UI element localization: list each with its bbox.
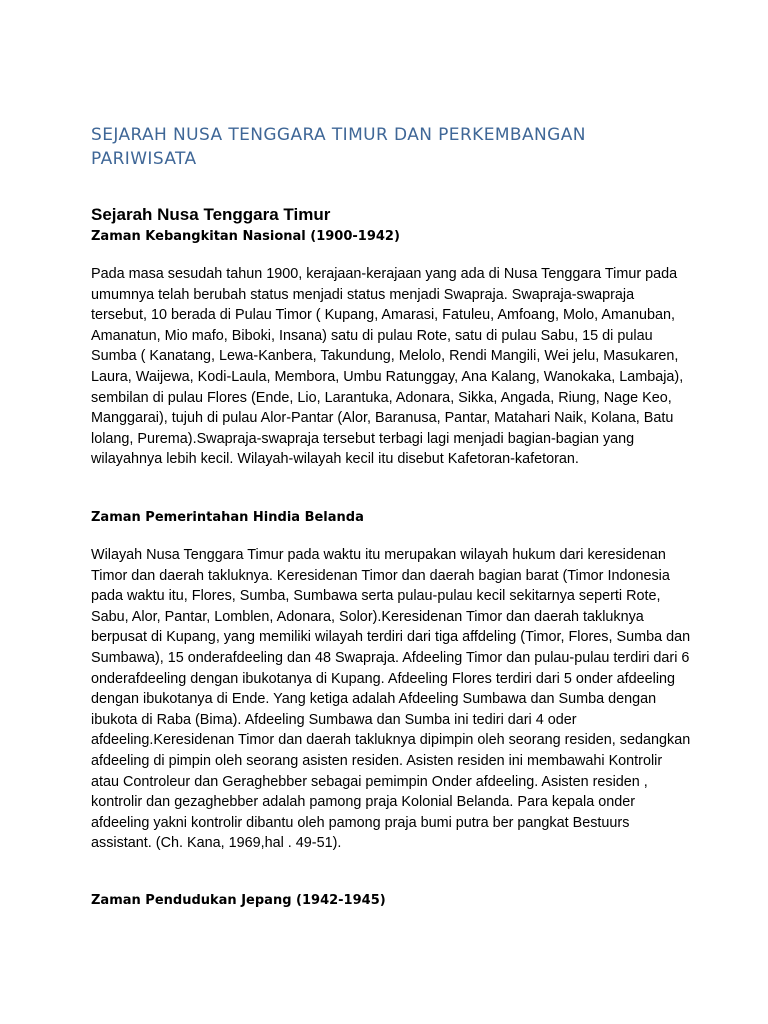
- subsection-heading-kebangkitan: Zaman Kebangkitan Nasional (1900-1942): [91, 229, 400, 244]
- section-heading: Sejarah Nusa Tenggara Timur: [91, 205, 331, 224]
- subsection-heading-pendudukan-jepang: Zaman Pendudukan Jepang (1942-1945): [91, 893, 386, 908]
- subsection-heading-hindia-belanda: Zaman Pemerintahan Hindia Belanda: [91, 510, 364, 525]
- document-title: SEJARAH NUSA TENGGARA TIMUR DAN PERKEMBANGAN PARIWISATA: [91, 125, 586, 169]
- paragraph-kebangkitan: Pada masa sesudah tahun 1900, kerajaan-kerajaan yang ada di Nusa Tenggara Timur pada umumnya telah berubah status menjadi status menjadi Swapraja. Swapraja-swapraja tersebut, 10 berada di Pulau Timor ( Kupang, Amarasi, Fatuleu, Amfoang, Molo, Amanuban, Amanatun, Mio mafo, Biboki, Insana) satu di pulau Rote, satu di pulau Sabu, 15 di pulau Sumba ( Kanatang, Lewa-Kanbera, Takundung, Melolo, Rendi Mangili, Wei jelu, Masukaren, Laura, Waijewa, Kodi-Laula, Membora, Umbu Ratunggay, Ana Kalang, Wanokaka, Lambaja), sembilan di pulau Flores (Ende, Lio, Larantuka, Adonara, Sikka, Angada, Riung, Nage Keo, Manggarai), tujuh di pulau Alor-Pantar (Alor, Baranusa, Pantar, Matahari Naik, Kolana, Batu lolang, Purema).Swapraja-swapraja tersebut terbagi lagi menjadi bagian-bagian yang wilayahnya lebih kecil. Wilayah-wilayah kecil itu disebut Kafetoran-kafetoran.: [91, 266, 684, 468]
- paragraph-hindia-belanda: Wilayah Nusa Tenggara Timur pada waktu itu merupakan wilayah hukum dari keresidenan Timor dan daerah takluknya. Keresidenan Timor dan daerah bagian barat (Timor Indonesia pada waktu itu, Flores, Sumba, Sumbawa serta pulau-pulau kecil sekitarnya seperti Rote, Sabu, Alor, Pantar, Lomblen, Adonara, Solor).Keresidenan Timor dan daerah takluknya berpusat di Kupang, yang memiliki wilayah terdiri dari tiga affdeling (Timor, Flores, Sumba dan Sumbawa), 15 onderafdeeling dan 48 Swapraja. Afdeeling Timor dan pulau-pulau terdiri dari 6 onderafdeeling dengan ibukotanya di Kupang. Afdeeling Flores terdiri dari 5 onder afdeeling dengan ibukotanya di Ende. Yang ketiga adalah Afdeeling Sumbawa dan Sumba dengan ibukota di Raba (Bima). Afdeeling Sumbawa dan Sumba ini tediri dari 4 oder afdeeling.Keresidenan Timor dan daerah takluknya dipimpin oleh seorang residen, sedangkan afdeeling di pimpin oleh seorang asisten residen. Asisten residen ini membawahi Kontrolir atau Controleur dan Geraghebber sebagai pemimpin Onder afdeeling. Asisten residen , kontrolir dan gezaghebber adalah pamong praja Kolonial Belanda. Para kepala onder afdeeling yakni kontrolir dibantu oleh pamong praja bumi putra ber pangkat Bestuurs assistant. (Ch. Kana, 1969,hal . 49-51).: [91, 547, 691, 852]
